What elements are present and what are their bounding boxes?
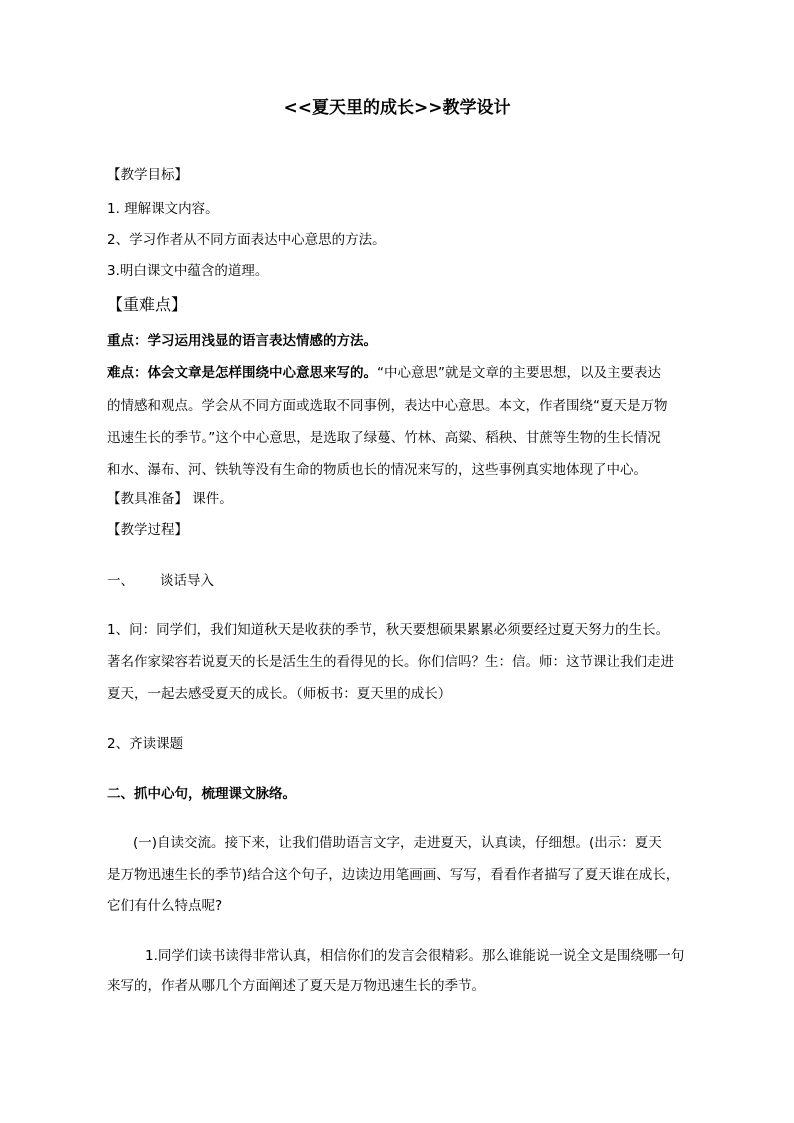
key-points-heading: 【重难点】	[107, 295, 188, 314]
difficult-point-line-3: 迅速生长的季节。”这个中心意思，是选取了绿蔓、竹林、高粱、稻秧、甘蔗等生物的生长情况	[107, 430, 661, 446]
paragraph4-line-1: 1.同学们读书读得非常认真，相信你们的发言会很精彩。那么谁能说一说全文是围绕哪一句	[145, 948, 685, 964]
tools-line	[107, 490, 689, 508]
objectives-heading: 【教学目标】	[107, 167, 188, 183]
part1-number: 一、	[107, 573, 134, 589]
part1-heading	[107, 572, 689, 590]
difficult-point-line-4: 和水、瀑布、河、铁轨等没有生命的物质也长的情况来写的，这些事例真实地体现了中心。	[107, 462, 647, 478]
difficult-point-line-1	[107, 364, 689, 382]
difficult-point-label: 难点：体会文章是怎样围绕中心意思来写的。	[107, 365, 377, 381]
objective-item-3: 3.明白课文中蕴含的道理。	[107, 263, 269, 279]
objective-item-1: 1. 理解课文内容。	[107, 201, 219, 217]
key-point-text: 重点：学习运用浅显的语言表达情感的方法。	[107, 333, 377, 349]
paragraph2: 2、齐读课题	[107, 736, 184, 752]
difficult-point-text: “中心意思”就是文章的主要思想，以及主要表达	[377, 365, 661, 381]
part1-title: 谈话导入	[160, 573, 214, 589]
document-title: <<夏天里的成长>>教学设计	[283, 98, 511, 118]
paragraph3-line-2: 是万物迅速生长的季节)结合这个句子，边读边用笔画画、写写，看看作者描写了夏天谁在成长，	[107, 867, 680, 883]
paragraph1-line-2: 著名作家梁容若说夏天的长是活生生的看得见的长。你们信吗？生：信。师：这节课让我们走进	[107, 654, 674, 670]
difficult-point-line-2: 的情感和观点。学会从不同方面或选取不同事例，表达中心意思。本文，作者围绕“夏天是万物	[107, 398, 668, 414]
paragraph3-line-1: (一)自读交流。接下来，让我们借助语言文字，走进夏天，认真读，仔细想。(出示：夏天	[133, 835, 662, 851]
tools-heading: 【教具准备】	[107, 491, 188, 507]
process-heading: 【教学过程】	[107, 522, 188, 538]
objective-item-2: 2、学习作者从不同方面表达中心意思的方法。	[107, 232, 386, 248]
part2-heading: 二、抓中心句，梳理课文脉络。	[107, 786, 296, 802]
tools-text: 课件。	[188, 491, 233, 507]
paragraph3-line-3: 它们有什么特点呢?	[107, 898, 223, 914]
paragraph4-line-2: 来写的，作者从哪几个方面阐述了夏天是万物迅速生长的季节。	[107, 978, 485, 994]
paragraph1-line-3: 夏天，一起去感受夏天的成长。（师板书：夏天里的成长）	[107, 686, 452, 702]
paragraph1-line-1: 1、问：同学们，我们知道秋天是收获的季节，秋天要想硕果累累必须要经过夏天努力的生长。	[107, 622, 670, 638]
